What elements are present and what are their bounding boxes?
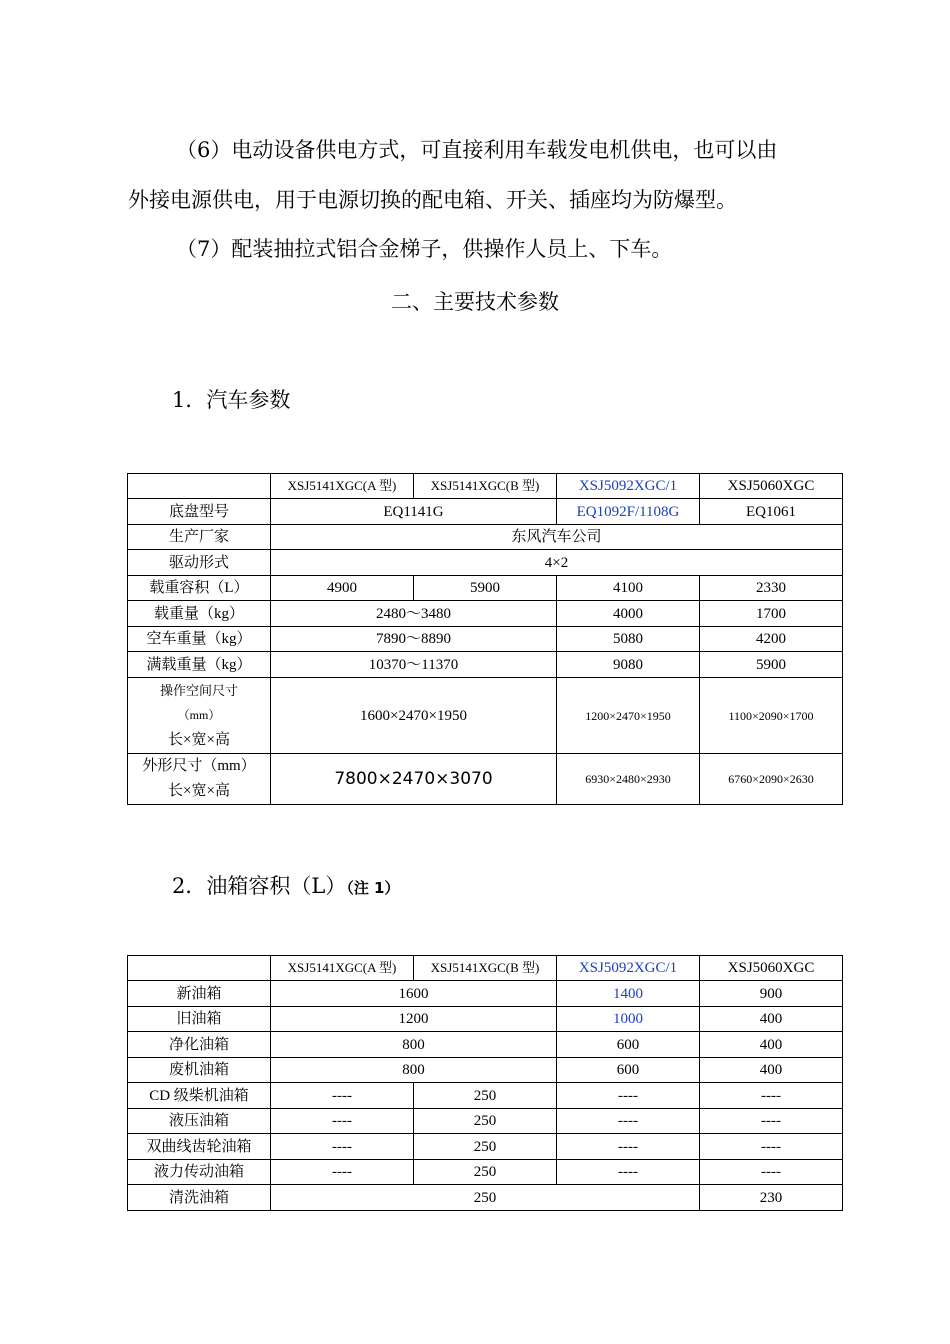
workspace-label-line-3: 长×宽×高 <box>168 732 230 748</box>
tank-capacity-heading <box>172 870 399 900</box>
vehicle-params-table <box>127 473 843 805</box>
row-label: 底盘型号 <box>128 499 271 525</box>
table-row <box>128 652 843 678</box>
table-cell: 800 <box>271 1058 557 1083</box>
table-row <box>128 601 843 627</box>
table-cell: ---- <box>271 1160 414 1185</box>
row-label <box>128 754 271 805</box>
header-empty-cell <box>128 956 271 981</box>
table-row <box>128 678 843 754</box>
table-cell: ---- <box>557 1083 700 1109</box>
table-cell: 4200 <box>700 627 843 652</box>
outline-label-line-1: 外形尺寸（mm） <box>142 758 256 774</box>
table-cell: 东风汽车公司 <box>271 525 843 550</box>
table-cell: 7800×2470×3070 <box>271 754 557 805</box>
header-empty-cell <box>128 474 271 499</box>
model-header-c: XSJ5092XGC/1 <box>557 956 700 981</box>
table-cell: ---- <box>557 1134 700 1160</box>
model-header-d: XSJ5060XGC <box>700 474 843 499</box>
row-label: 驱动形式 <box>128 550 271 576</box>
paragraph-6-line-2: 外接电源供电，用于电源切换的配电箱、开关、插座均为防爆型。 <box>128 188 737 212</box>
row-label <box>128 678 271 754</box>
table-cell: 250 <box>414 1160 557 1185</box>
table-cell: 230 <box>700 1185 843 1211</box>
table-row <box>128 754 843 805</box>
row-label: 液力传动油箱 <box>128 1160 271 1185</box>
table-cell: 4100 <box>557 576 700 601</box>
table-row <box>128 1083 843 1109</box>
table-cell: 1100×2090×1700 <box>700 678 843 754</box>
table-cell: 250 <box>271 1185 700 1211</box>
table-cell: 9080 <box>557 652 700 678</box>
table-cell: 1600 <box>271 981 557 1007</box>
table-row <box>128 1007 843 1032</box>
row-label: CD 级柴机油箱 <box>128 1083 271 1109</box>
model-header-c: XSJ5092XGC/1 <box>557 474 700 499</box>
model-header-a: XSJ5141XGC(A 型) <box>271 474 414 499</box>
table-cell: 2330 <box>700 576 843 601</box>
table-cell: 800 <box>271 1032 557 1058</box>
tank-capacity-table <box>127 955 843 1211</box>
table-cell: 400 <box>700 1007 843 1032</box>
row-label: 载重容积（L） <box>128 576 271 601</box>
table-cell: ---- <box>271 1134 414 1160</box>
row-label: 新油箱 <box>128 981 271 1007</box>
table-cell: 250 <box>414 1083 557 1109</box>
row-label: 液压油箱 <box>128 1109 271 1134</box>
section-title: 二、主要技术参数 <box>391 290 559 314</box>
row-label: 双曲线齿轮油箱 <box>128 1134 271 1160</box>
table-cell: 1200 <box>271 1007 557 1032</box>
table-cell: ---- <box>700 1109 843 1134</box>
table-cell: 1700 <box>700 601 843 627</box>
table-cell: ---- <box>700 1134 843 1160</box>
table-row <box>128 550 843 576</box>
table-cell: ---- <box>700 1160 843 1185</box>
table-cell: 4900 <box>271 576 414 601</box>
table-cell: EQ1061 <box>700 499 843 525</box>
row-label: 满载重量（kg） <box>128 652 271 678</box>
row-label: 空车重量（kg） <box>128 627 271 652</box>
table-cell: 1200×2470×1950 <box>557 678 700 754</box>
table-row <box>128 1058 843 1083</box>
table-cell: ---- <box>271 1109 414 1134</box>
table-row <box>128 627 843 652</box>
table-cell: 400 <box>700 1032 843 1058</box>
table-cell: 6930×2480×2930 <box>557 754 700 805</box>
table-cell: 250 <box>414 1109 557 1134</box>
table-row <box>128 499 843 525</box>
table-row <box>128 1032 843 1058</box>
tank-heading-note: （注 1） <box>346 879 400 897</box>
model-header-d: XSJ5060XGC <box>700 956 843 981</box>
workspace-label-line-2: （mm） <box>177 708 221 722</box>
row-label: 生产厂家 <box>128 525 271 550</box>
paragraph-7: （7）配装抽拉式铝合金梯子，供操作人员上、下车。 <box>176 237 673 261</box>
row-label: 载重量（kg） <box>128 601 271 627</box>
table-row <box>128 956 843 981</box>
vehicle-params-heading: 1．汽车参数 <box>172 388 291 412</box>
table-cell: 1000 <box>557 1007 700 1032</box>
paragraph-6-line-1: （6）电动设备供电方式，可直接利用车载发电机供电，也可以由 <box>176 138 778 162</box>
table-row <box>128 1185 843 1211</box>
table-cell: 250 <box>414 1134 557 1160</box>
table-cell: 400 <box>700 1058 843 1083</box>
table-cell: 900 <box>700 981 843 1007</box>
workspace-label-line-1: 操作空间尺寸 <box>159 683 238 698</box>
table-cell: ---- <box>557 1160 700 1185</box>
table-cell: 5900 <box>414 576 557 601</box>
table-row <box>128 576 843 601</box>
row-label: 旧油箱 <box>128 1007 271 1032</box>
table-row <box>128 981 843 1007</box>
table-cell: ---- <box>271 1083 414 1109</box>
model-header-b: XSJ5141XGC(B 型) <box>414 474 557 499</box>
table-cell: ---- <box>557 1109 700 1134</box>
outline-label-line-2: 长×宽×高 <box>168 783 230 799</box>
table-cell: 5900 <box>700 652 843 678</box>
table-cell: EQ1092F/1108G <box>557 499 700 525</box>
table-cell: 600 <box>557 1032 700 1058</box>
table-cell: EQ1141G <box>271 499 557 525</box>
table-cell: 7890～8890 <box>271 627 557 652</box>
table-row <box>128 474 843 499</box>
table-cell: 600 <box>557 1058 700 1083</box>
table-cell: 4×2 <box>271 550 843 576</box>
tank-heading-text: 2．油箱容积（L） <box>172 874 347 898</box>
table-cell: ---- <box>700 1083 843 1109</box>
table-row <box>128 1109 843 1134</box>
table-cell: 5080 <box>557 627 700 652</box>
table-cell: 1400 <box>557 981 700 1007</box>
table-cell: 1600×2470×1950 <box>271 678 557 754</box>
row-label: 清洗油箱 <box>128 1185 271 1211</box>
table-cell: 4000 <box>557 601 700 627</box>
table-row <box>128 1160 843 1185</box>
table-row <box>128 1134 843 1160</box>
table-cell: 10370～11370 <box>271 652 557 678</box>
table-row <box>128 525 843 550</box>
table-cell: 2480～3480 <box>271 601 557 627</box>
row-label: 净化油箱 <box>128 1032 271 1058</box>
model-header-a: XSJ5141XGC(A 型) <box>271 956 414 981</box>
model-header-b: XSJ5141XGC(B 型) <box>414 956 557 981</box>
table-cell: 6760×2090×2630 <box>700 754 843 805</box>
row-label: 废机油箱 <box>128 1058 271 1083</box>
